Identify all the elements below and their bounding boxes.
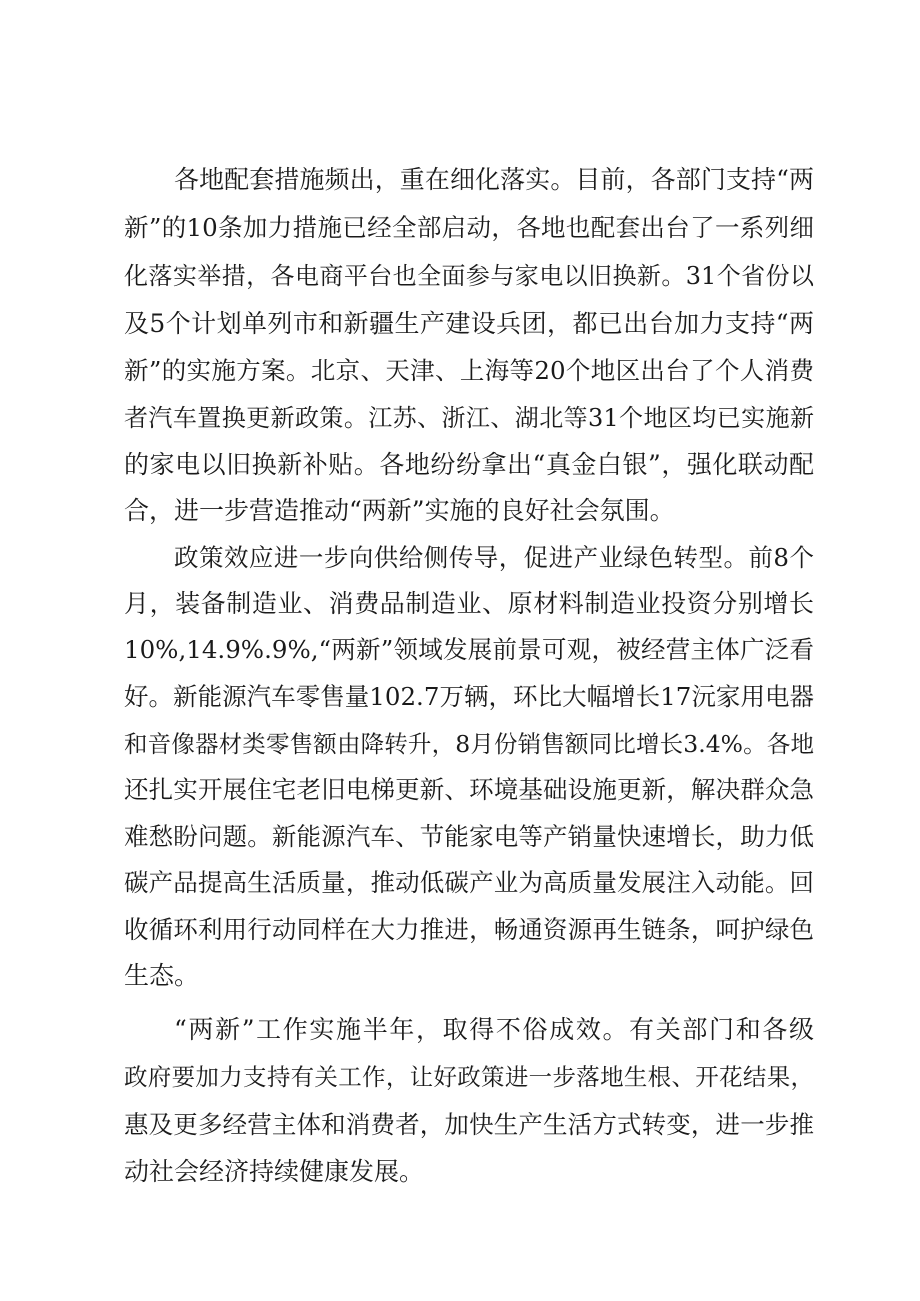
paragraph-line: 月，装备制造业、消费品制造业、原材料制造业投资分别增长 bbox=[124, 589, 814, 618]
paragraph-line: 收循环利用行动同样在大力推进，畅通资源再生链条，呵护绿色 bbox=[124, 915, 814, 944]
paragraph-line: 的家电以旧换新补贴。各地纷纷拿出“真金白银”，强化联动配 bbox=[124, 450, 814, 479]
paragraph-line: 碳产品提高生活质量，推动低碳产业为高质量发展注入动能。回 bbox=[124, 868, 814, 897]
paragraph-line: 10%,14.9%.9%,“两新”领域发展前景可观，被经营主体广泛看 bbox=[124, 635, 814, 664]
paragraph-line: 生态。 bbox=[124, 961, 200, 990]
paragraph-line: 政府要加力支持有关工作，让好政策进一步落地生根、开花结果， bbox=[124, 1063, 814, 1091]
paragraph-line: 新”的10条加力措施已经全部启动，各地也配套出台了一系列细 bbox=[124, 213, 814, 242]
paragraph-line: 惠及更多经营主体和消费者，加快生产生活方式转变，进一步推 bbox=[124, 1110, 814, 1139]
paragraph-line: 和音像器材类零售额由降转升，8月份销售额同比增长3.4%。各地 bbox=[124, 730, 814, 758]
paragraph-line: 动社会经济持续健康发展。 bbox=[124, 1157, 425, 1186]
paragraph-line: 合，进一步营造推动“两新”实施的良好社会氛围。 bbox=[124, 496, 675, 525]
paragraph-line: “两新”工作实施半年，取得不俗成效。有关部门和各级 bbox=[174, 1015, 814, 1044]
paragraph-line: 者汽车置换更新政策。江苏、浙江、湖北等31个地区均已实施新 bbox=[124, 404, 814, 432]
paragraph-line: 难愁盼问题。新能源汽车、节能家电等产销量快速增长，助力低 bbox=[124, 822, 814, 851]
paragraph-line: 好。新能源汽车零售量102.7万辆，环比大幅增长17沅家用电器 bbox=[124, 682, 814, 711]
paragraph-line: 新”的实施方案。北京、天津、上海等20个地区出台了个人消费 bbox=[124, 356, 814, 385]
paragraph-line: 化落实举措，各电商平台也全面参与家电以旧换新。31个省份以 bbox=[124, 262, 814, 290]
paragraph-line: 政策效应进一步向供给侧传导，促进产业绿色转型。前8个 bbox=[174, 543, 814, 572]
paragraph-line: 各地配套措施频出，重在细化落实。目前，各部门支持“两 bbox=[174, 165, 814, 194]
paragraph-line: 还扎实开展住宅老旧电梯更新、环境基础设施更新，解决群众急 bbox=[124, 775, 814, 804]
paragraph-line: 及5个计划单列市和新疆生产建设兵团，都已出台加力支持“两 bbox=[124, 309, 814, 338]
